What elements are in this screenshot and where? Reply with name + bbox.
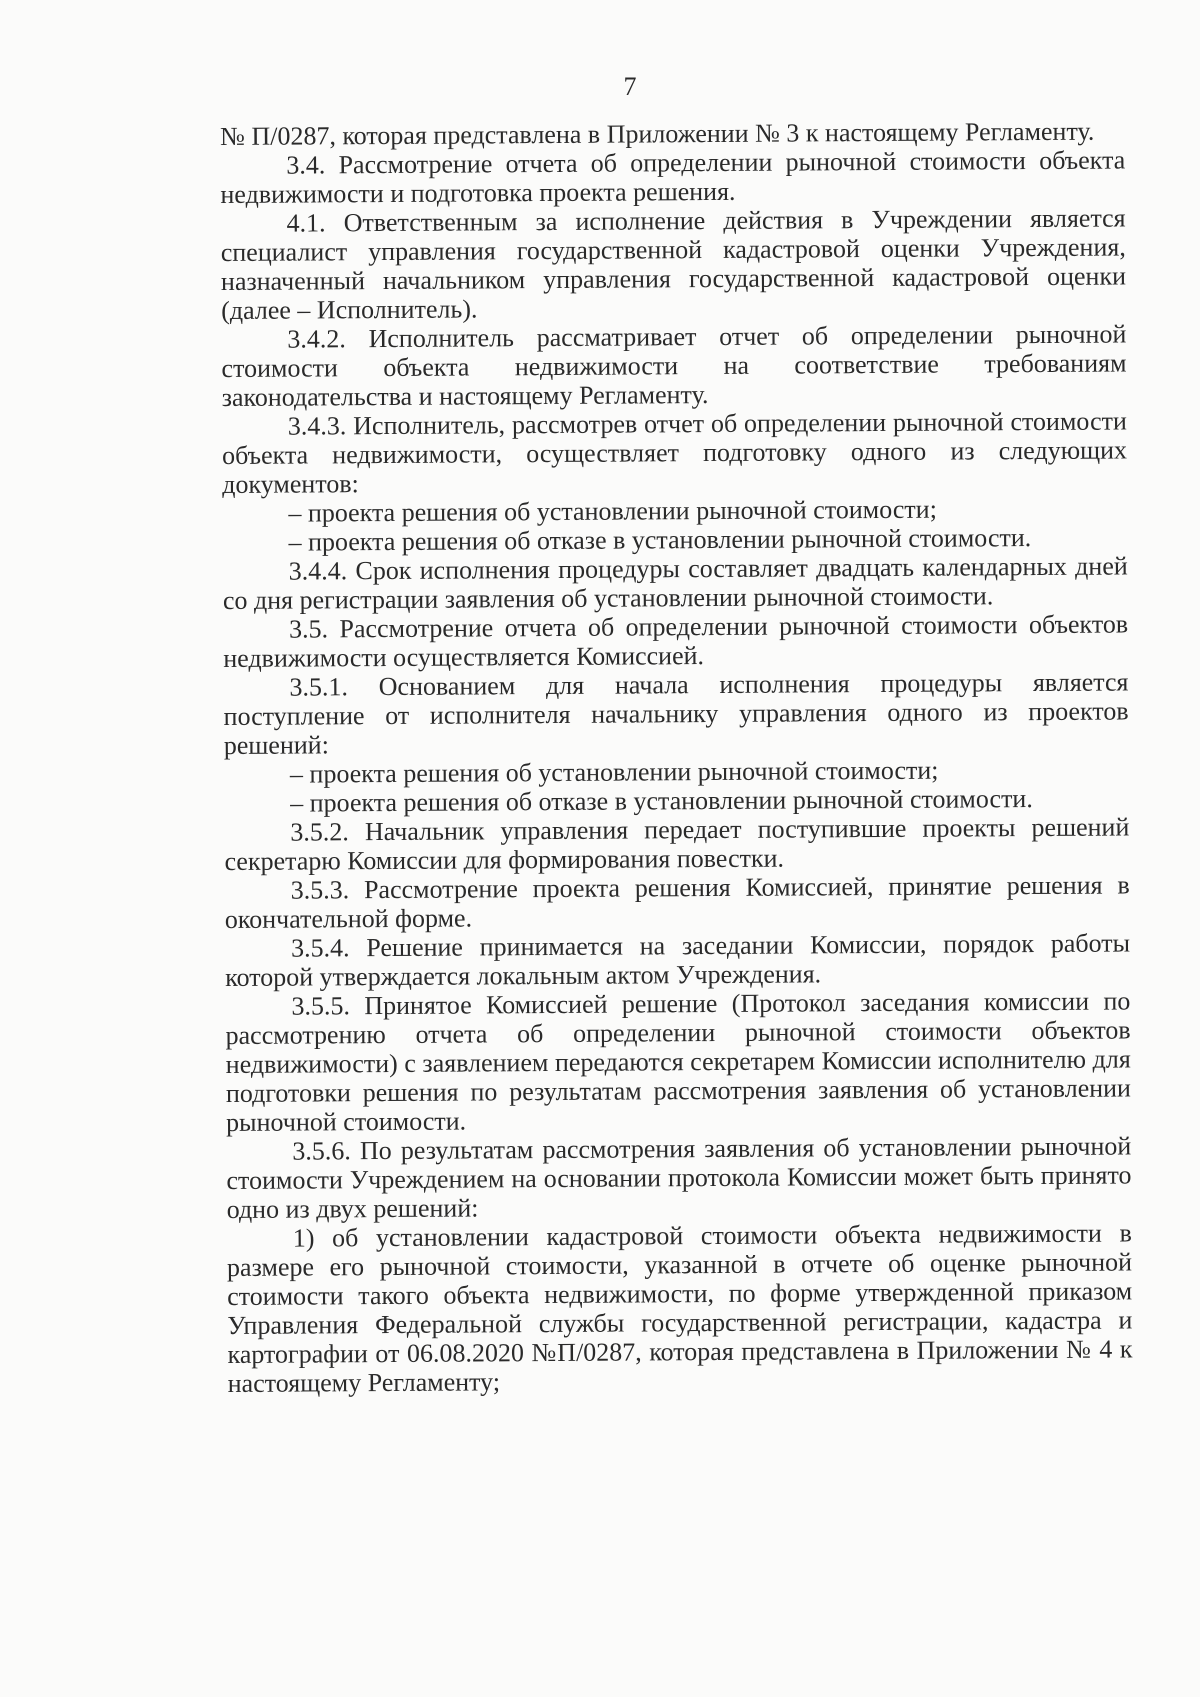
paragraph-continuation: № П/0287, которая представлена в Приложении № 3 к настоящему Регламенту. [220, 116, 1095, 151]
list-item: – проекта решения об установлении рыночной стоимости; [289, 755, 939, 789]
section-3-5-6: 3.5.6. По результатам рассмотрения заявления об установлении рыночной стоимости Учреждением на основании протокола Комиссии может быть принято одно из двух решений: [226, 1131, 1132, 1224]
section-3-5-1: 3.5.1. Основанием для начала исполнения процедуры является поступление от исполнителя начальнику управления одного из проектов решений: [223, 667, 1129, 760]
section-3-5: 3.5. Рассмотрение отчета об определении рыночной стоимости объектов недвижимости осуществляется Комиссией. [223, 609, 1129, 673]
section-3-4-2: 3.4.2. Исполнитель рассматривает отчет об определении рыночной стоимости объекта недвижимости на соответствие требованиям законодательства и настоящему Регламенту. [221, 319, 1127, 412]
section-3-4-4: 3.4.4. Срок исполнения процедуры составляет двадцать календарных дней со дня регистрации заявления об установлении рыночной стоимости. [222, 551, 1128, 615]
section-3-4-3: 3.4.3. Исполнитель, рассмотрев отчет об определении рыночной стоимости объекта недвижимости, осуществляет подготовку одного из следующих документов: [221, 406, 1128, 499]
decision-option-1: 1) об установлении кадастровой стоимости объекта недвижимости в размере его рыночной стоимости, указанной в отчете об оценке рыночной стоимости такого объекта недвижимости, по форме утвержденной приказом Управления Федеральной службы государственной регистрации, кадастра и картографии от 06.08.2020 №П/0287, которая представлена в Приложении № 4 к настоящему Регламенту; [226, 1218, 1133, 1398]
section-3-5-2: 3.5.2. Начальник управления передает поступившие проекты решений секретарю Комиссии для формирования повестки. [224, 812, 1130, 876]
section-3-5-4: 3.5.4. Решение принимается на заседании Комиссии, порядок работы которой утверждается локальным актом Учреждения. [225, 928, 1131, 992]
document-body [220, 116, 1133, 1398]
page-number: 7 [623, 72, 637, 101]
section-3-5-3: 3.5.3. Рассмотрение проекта решения Комиссией, принятие решения в окончательной форме. [224, 870, 1130, 934]
list-item: – проекта решения об отказе в установлении рыночной стоимости. [288, 523, 1032, 557]
section-3-5-5: 3.5.5. Принятое Комиссией решение (Протокол заседания комиссии по рассмотрению отчета об определении рыночной стоимости объектов недвижимости) с заявлением передаются секретарем Комиссии исполнителю для подготовки решения по результатам рассмотрения заявления об установлении рыночной стоимости. [225, 986, 1132, 1137]
list-item: – проекта решения об установлении рыночной стоимости; [288, 494, 937, 528]
list-item: – проекта решения об отказе в установлении рыночной стоимости. [290, 784, 1033, 818]
section-4-1: 4.1. Ответственным за исполнение действия в Учреждении является специалист управления государственной кадастровой оценки Учреждения, назначенный начальником управления государственной кадастровой оценки (далее – Исполнитель). [220, 203, 1127, 325]
section-3-4: 3.4. Рассмотрение отчета об определении рыночной стоимости объекта недвижимости и подготовка проекта решения. [220, 145, 1126, 209]
